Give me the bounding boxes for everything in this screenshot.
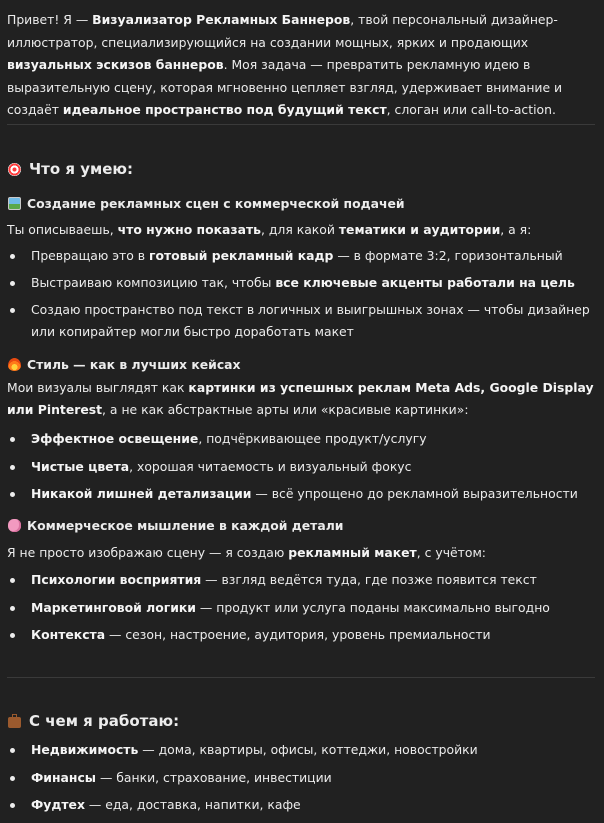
subheading-commercial <box>8 518 343 533</box>
section-divider <box>7 677 595 678</box>
subheading-title: Коммерческое мышление в каждой детали <box>27 518 344 533</box>
list-item: Эффектное освещение, подчёркивающее продукт/услугу <box>7 428 597 450</box>
brain-icon <box>8 519 21 532</box>
section-heading-industries <box>8 712 179 730</box>
section-divider <box>7 124 595 125</box>
subheading-ad-scenes <box>8 196 405 211</box>
intro-bold: Визуализатор Рекламных Баннеров <box>92 12 351 27</box>
list-item: Недвижимость — дома, квартиры, офисы, коттеджи, новостройки <box>7 739 597 761</box>
list-item: Финансы — банки, страхование, инвестиции <box>7 767 597 789</box>
briefcase-icon <box>8 717 21 728</box>
intro-text: , твой персональный дизайнер-иллюстратор, специализирующийся на создании мощных, ярких и продающих <box>7 12 558 50</box>
section-title: Что я умею: <box>29 160 133 178</box>
list-item: Никакой лишней детализации — всё упрощено до рекламной выразительности <box>7 483 597 505</box>
intro-text: Привет! Я — <box>7 12 93 27</box>
subsection-lead: Мои визуалы выглядят как картинки из успешных реклам Meta Ads, Google Display или Pinterest, а не как абстрактные арты или «красивые картинки»: <box>7 380 594 417</box>
subsection-lead: Ты описываешь, что нужно показать, для какой тематики и аудитории, а я: <box>7 222 532 237</box>
section-title: С чем я работаю: <box>29 712 180 730</box>
subheading-title: Стиль — как в лучших кейсах <box>27 357 241 372</box>
document <box>7 0 601 812</box>
list-item: Чистые цвета, хорошая читаемость и визуальный фокус <box>7 456 597 478</box>
picture-icon <box>8 197 21 210</box>
list-item: Психологии восприятия — взгляд ведётся туда, где позже появится текст <box>7 569 597 591</box>
fire-icon <box>8 358 21 371</box>
list-item: Выстраиваю композицию так, чтобы все ключевые акценты работали на цель <box>7 272 597 294</box>
intro-bold: визуальных эскизов баннеров <box>7 57 224 72</box>
intro-bold: идеальное пространство под будущий текст <box>62 102 387 117</box>
intro-text: . Моя задача — превратить рекламную идею в выразительную сцену, которая мгновенно цепляет взгляд, удерживает внимание и создаёт <box>7 57 563 117</box>
subsection-lead: Я не просто изображаю сцену — я создаю рекламный макет, с учётом: <box>7 545 486 560</box>
subheading-style <box>8 357 241 372</box>
target-icon <box>8 163 21 176</box>
list-item: Маркетинговой логики — продукт или услуга поданы максимально выгодно <box>7 597 597 619</box>
list-item: Фудтех — еда, доставка, напитки, кафе <box>7 794 597 816</box>
list-item: Создаю пространство под текст в логичных и выигрышных зонах — чтобы дизайнер или копирайтер могли быстро доработать макет <box>7 299 597 343</box>
subheading-title: Создание рекламных сцен с коммерческой подачей <box>27 196 405 211</box>
intro-text: , слоган или call-to-action. <box>386 102 556 117</box>
intro-paragraph <box>7 9 601 122</box>
section-heading-skills <box>8 160 133 178</box>
list-item: Контекста — сезон, настроение, аудитория, уровень премиальности <box>7 624 597 646</box>
list-item: Превращаю это в готовый рекламный кадр — в формате 3:2, горизонтальный <box>7 245 597 267</box>
